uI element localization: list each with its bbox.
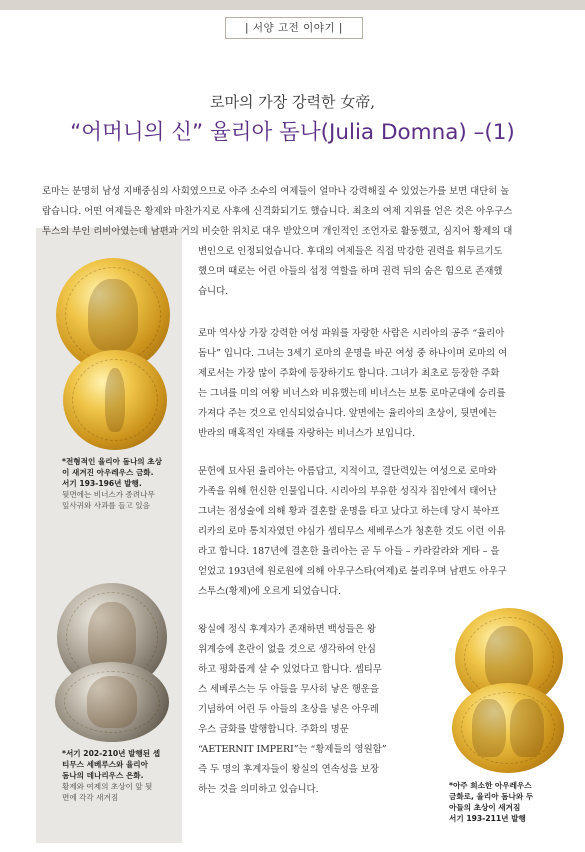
top-decorative-bar <box>0 0 585 10</box>
section-tag: | 서양 고전 이야기 | <box>225 17 363 39</box>
coin-image-silver-reverse <box>55 662 169 742</box>
coin-image-sons-reverse <box>452 683 564 773</box>
article-title: “어머니의 신” 율리아 돔나(Julia Domna) –(1) <box>70 120 515 145</box>
paragraph-succession: 왕실에 정식 후계자가 존재하면 백성들은 왕 위계승에 혼란이 없을 것으로 생각하여 안심 하고 평화롭게 살 수 있었다고 합니다. 셉티무 스 세베루스는 두 아들을 무사히 낳은 행운을 기념하여 어린 두 아들의 초상을 넣은 아우레 우스 금화를 발행합니다. 주화의 명문 “AETERNIT IMPERI”는 “황제들의 영원함” 즉 두 명의 후계자들이 왕실의 연속성을 보장 하는 것을 의미하고 있습니다. <box>198 624 387 795</box>
caption-coin-2: *서기 202-210년 발행된 셉 티무스 세베루스와 율리아 돔나의 데나리우스 은화. 황제와 여제의 초상이 앞 뒷 면에 각각 새겨짐 <box>62 749 161 802</box>
article-subtitle: 로마의 가장 강력한 女帝, <box>210 93 375 111</box>
coin-image-reverse <box>63 350 167 450</box>
paragraph-julia-domna: 로마 역사상 가장 강력한 여성 파워를 자랑한 사람은 시리아의 공주 “율리아 돔나” 입니다. 그녀는 3세기 로마의 운명을 바꾼 여성 중 하나이며 로마의 여 제로서는 가장 많이 주화에 등장하기도 합니다. 그녀가 최초로 등장한 주화 는 그녀를 미의 여왕 비너스와 비유했는데 비너스는 보통 로마군대에 승리를 가져다 주는 것으로 인식되었습니다. 앞면에는 율리아의 초상이, 뒷면에는 반라의 매혹적인 자태를 자랑하는 비너스가 보입니다. <box>198 328 508 439</box>
caption-coin-3: *아주 희소한 아우레우스 금화로, 율리아 돔나와 두 아들의 초상이 새겨짐 서기 193-211년 발행 <box>449 781 534 823</box>
paragraph-biography: 문헌에 묘사된 율리아는 아름답고, 지적이고, 결단력있는 여성으로 로마와 가족을 위해 헌신한 인물입니다. 시리아의 부유한 성직자 집안에서 태어난 그녀는 점성술에 의해 황과 결혼할 운명을 타고 났다고 하는데 당시 북아프 리카의 로마 통치자였던 야심가 셉티무스 세베루스가 청혼한 것도 이런 이유 라고 합니다. 187년에 결혼한 율리아는 곧 두 아들 – 카라칼라와 게타 – 을 얻었고 193년에 원로원에 의해 아우구스타(여제)로 불리우며 남편도 아우구 스투스(황제)에 오르게 되었습니다. <box>198 466 507 597</box>
paragraph-intro-cont: 변인으로 인정되었습니다. 후대의 여제들은 직접 막강한 권력을 휘두르기도 했으며 때로는 어린 아들의 섭정 역할을 하며 권력 뒤의 숨은 힘으로 존재했 습니다. <box>198 246 503 297</box>
paragraph-intro: 로마는 분명히 남성 지배중심의 사회였으므로 아주 소수의 여제들이 얼마나 강력해질 수 있었는가를 보면 대단히 놀 랍습니다. 어떤 여제들은 황제와 마찬가지로 사후에 신격화되기도 했습니다. 최초의 여제 지위를 얻은 것은 아우구스 투스의 부인 리비아였는데 남편과 거의 비슷한 위치로 대우 받았으며 개인적인 조언자로 활동했고, 심지어 황제의 대 <box>42 186 513 237</box>
caption-coin-1: *전형적인 율리아 돔나의 초상 이 새겨진 아우레우스 금화. 서기 193-196년 발행. 뒷면에는 비너스가 종려나무 잎사귀와 사과를 들고 있음 <box>62 457 162 510</box>
